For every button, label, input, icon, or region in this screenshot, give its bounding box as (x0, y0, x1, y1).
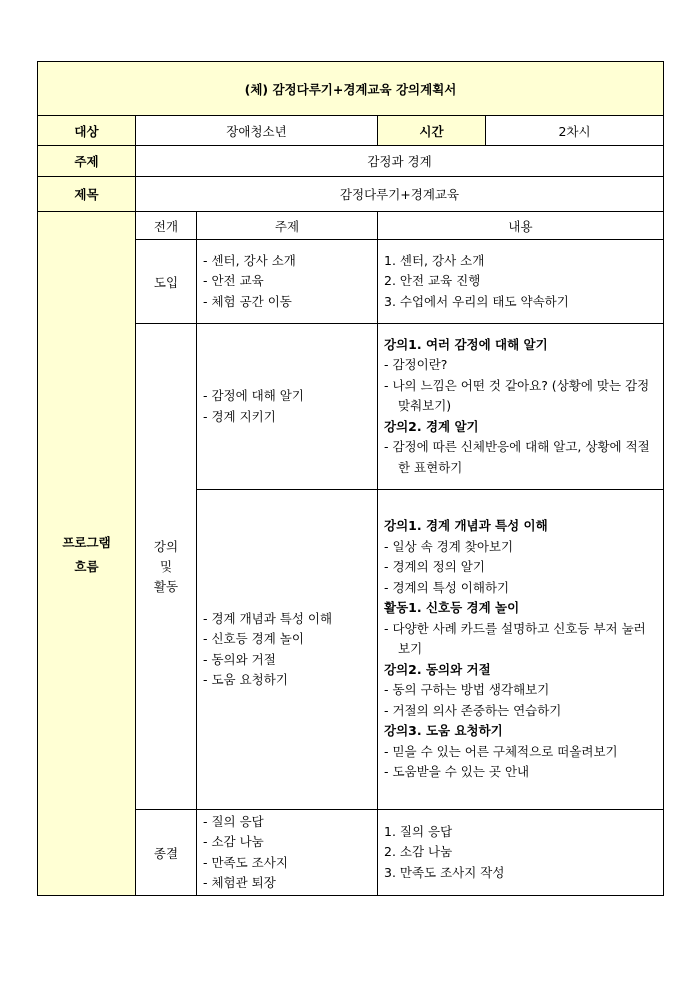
lecture-part1-topic-item: - 경계 지키기 (203, 407, 371, 428)
target-label: 대상 (38, 116, 136, 146)
lecture-part1-item: - 나의 느낌은 어떤 것 같아요? (상황에 맞는 감정 맞춰보기) (384, 376, 657, 417)
closing-stage: 종결 (136, 810, 197, 896)
col-topic-header: 주제 (197, 212, 378, 240)
lecture-part2-item: - 일상 속 경계 찾아보기 (384, 537, 657, 558)
lecture-part2-topic-item: - 신호등 경계 놀이 (203, 629, 371, 650)
program-flow-label (38, 212, 136, 896)
subject-label: 제목 (38, 177, 136, 212)
lecture-part2-item: - 믿을 수 있는 어른 구체적으로 떠올려보기 (384, 742, 657, 763)
lecture-part1-topic-item: - 감정에 대해 알기 (203, 386, 371, 407)
closing-content-item: 1. 질의 응답 (384, 823, 453, 839)
lecture-stage-line1: 강의 (153, 538, 179, 554)
lecture-stage-line3: 활동 (153, 578, 179, 594)
lecture-stage (136, 324, 197, 810)
lecture-part2-item: - 경계의 특성 이해하기 (384, 578, 657, 599)
lecture-plan-table (37, 61, 664, 896)
lecture-part2-heading3: 강의2. 동의와 거절 (384, 661, 491, 677)
time-value: 2차시 (486, 116, 664, 146)
lecture-part1-item: - 감정이란? (384, 355, 657, 376)
closing-topic-item: - 소감 나눔 (203, 832, 371, 853)
lecture-part1-item: - 감정에 따른 신체반응에 대해 알고, 상황에 적절한 표현하기 (384, 437, 657, 478)
intro-topic-item: - 체험 공간 이동 (203, 292, 371, 313)
intro-topics (197, 240, 378, 324)
lecture-part2-contents (378, 490, 664, 810)
lecture-part1-heading2: 강의2. 경계 알기 (384, 418, 479, 434)
lecture-part2-heading2: 활동1. 신호등 경계 놀이 (384, 600, 520, 616)
lecture-part2-topic-item: - 동의와 거절 (203, 650, 371, 671)
intro-content-item: 2. 안전 교육 진행 (384, 273, 481, 289)
lecture-part1-contents (378, 324, 664, 490)
lecture-stage-line2: 및 (159, 558, 173, 574)
intro-topic-item: - 안전 교육 (203, 271, 371, 292)
lecture-part2-heading4: 강의3. 도움 요청하기 (384, 723, 503, 739)
lecture-part2-item: - 도움받을 수 있는 곳 안내 (384, 762, 657, 783)
subject-value: 감정다루기+경계교육 (136, 177, 664, 212)
lecture-part2-item: - 거절의 의사 존중하는 연습하기 (384, 701, 657, 722)
lecture-part2-item: - 경계의 정의 알기 (384, 557, 657, 578)
closing-topic-item: - 만족도 조사지 (203, 853, 371, 874)
document-title: (체) 감정다루기+경계교육 강의계획서 (38, 62, 664, 116)
lecture-part2-topics (197, 490, 378, 810)
lecture-part2-item: - 다양한 사례 카드를 설명하고 신호등 부저 눌러보기 (384, 619, 657, 660)
closing-topics (197, 810, 378, 896)
lecture-part2-item: - 동의 구하는 방법 생각해보기 (384, 680, 657, 701)
theme-value: 감정과 경계 (136, 146, 664, 177)
closing-content-item: 2. 소감 나눔 (384, 844, 453, 860)
time-label: 시간 (378, 116, 486, 146)
intro-content-item: 1. 센터, 강사 소개 (384, 252, 485, 268)
lecture-part2-topic-item: - 도움 요청하기 (203, 670, 371, 691)
theme-label: 주제 (38, 146, 136, 177)
target-value: 장애청소년 (136, 116, 378, 146)
closing-content-item: 3. 만족도 조사지 작성 (384, 864, 505, 880)
lecture-part2-heading1: 강의1. 경계 개념과 특성 이해 (384, 518, 548, 534)
closing-topic-item: - 질의 응답 (203, 812, 371, 833)
program-flow-label-line1: 프로그램 (62, 534, 111, 550)
closing-contents (378, 810, 664, 896)
lecture-part1-heading1: 강의1. 여러 감정에 대해 알기 (384, 336, 548, 352)
intro-stage: 도입 (136, 240, 197, 324)
intro-content-item: 3. 수업에서 우리의 태도 약속하기 (384, 293, 569, 309)
closing-topic-item: - 체험관 퇴장 (203, 873, 371, 894)
intro-topic-item: - 센터, 강사 소개 (203, 251, 371, 272)
col-content-header: 내용 (378, 212, 664, 240)
program-flow-label-line2: 흐름 (74, 558, 99, 574)
lecture-part2-topic-item: - 경계 개념과 특성 이해 (203, 609, 371, 630)
lecture-part1-topics (197, 324, 378, 490)
col-stage-header: 전개 (136, 212, 197, 240)
intro-contents (378, 240, 664, 324)
